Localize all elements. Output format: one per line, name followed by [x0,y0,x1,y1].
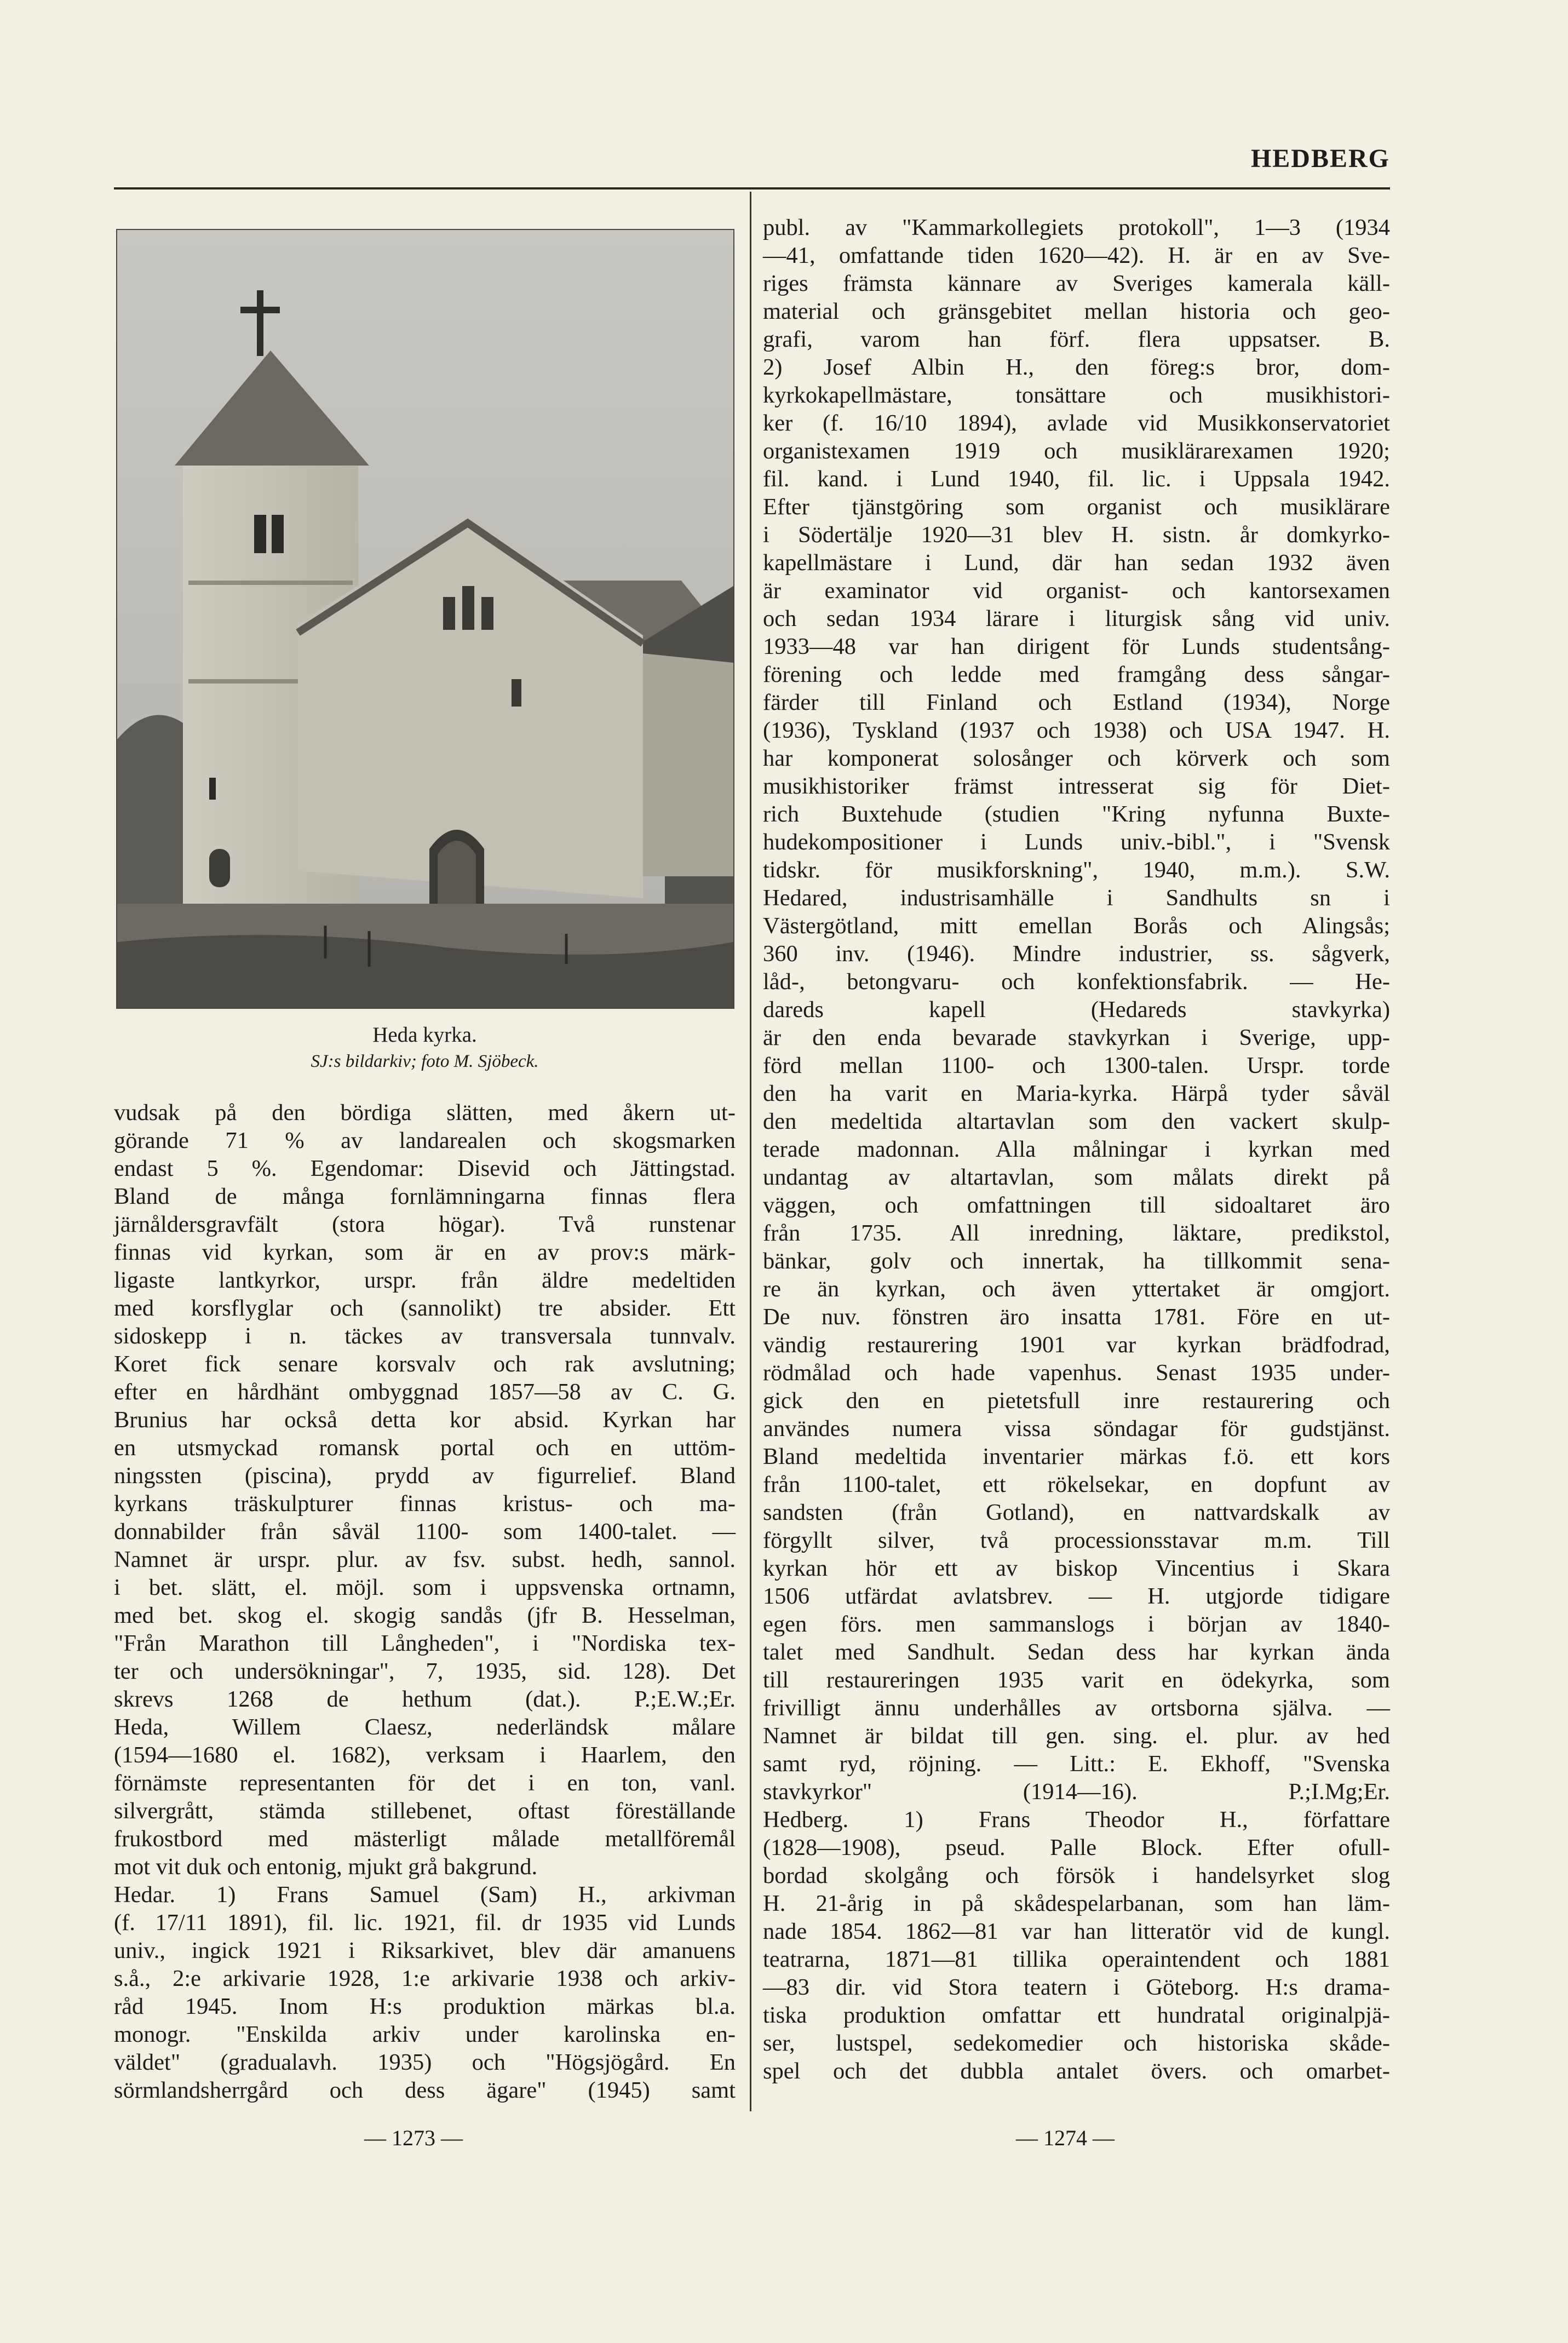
text-line: gick den en pietetsfull inre restaurering och [763,1388,1390,1414]
header-rule [114,187,1390,189]
text-line: (f. 17/11 1891), fil. lic. 1921, fil. dr 1935 vid Lunds [114,1910,736,1936]
text-line: terade madonnan. Alla målningar i kyrkan med [763,1136,1390,1162]
text-line: —83 dir. vid Stora teatern i Göteborg. H:s drama- [763,1974,1390,2000]
text-line: re än kyrkan, och även yttertaket är omgjort. [763,1276,1390,1302]
text-line: vudsak på den bördiga slätten, med åkern ut- [114,1100,736,1125]
text-line: i bet. slätt, el. möjl. som i uppsvenska ortnamn, [114,1575,736,1600]
text-line: är examinator vid organist- och kantorsexamen [763,578,1390,604]
text-line: hudekompositioner i Lunds univ.-bibl.", i "Svensk [763,829,1390,855]
text-line: egen förs. men sammanslogs i början av 1840- [763,1611,1390,1637]
text-line: rich Buxtehude (studien "Kring nyfunna Buxte- [763,801,1390,827]
text-line: sandsten (från Gotland), en nattvardskalk av [763,1500,1390,1525]
text-line: väggen, och omfattningen till sidoaltaret äro [763,1192,1390,1218]
text-line: den ha varit en Maria-kyrka. Härpå tyder såväl [763,1081,1390,1106]
column-rule [750,192,751,2111]
text-line: sidoskepp i n. täckes av transversala tunnvalv. [114,1323,736,1349]
text-line: förnämste representanten för det i en ton, vanl. [114,1770,736,1796]
text-line: De nuv. fönstren äro insatta 1781. Före en ut- [763,1304,1390,1330]
text-line: med bet. skog el. skogig sandås (jfr B. Hesselman, [114,1603,736,1628]
text-line: finnas vid kyrkan, som är en av prov:s märk- [114,1239,736,1265]
text-line: med korsflyglar och (sannolikt) tre absider. Ett [114,1295,736,1321]
folio-right: — 1274 — [1016,2126,1115,2150]
text-line: undantag av altartavlan, som målats direkt på [763,1164,1390,1190]
text-line: Bland medeltida inventarier märkas f.ö. ett kors [763,1444,1390,1469]
text-line: från 1100-talet, ett rökelsekar, en dopfunt av [763,1472,1390,1497]
text-line: förd mellan 1100- och 1300-talen. Urspr. torde [763,1053,1390,1078]
text-line: förening och ledde med framgång dess sångar- [763,662,1390,687]
text-line: 2) Josef Albin H., den föreg:s bror, dom- [763,354,1390,380]
text-line: 1933—48 var han dirigent för Lunds studentsång- [763,634,1390,659]
text-line: Hedar. 1) Frans Samuel (Sam) H., arkivman [114,1882,736,1908]
text-line: färder till Finland och Estland (1934), Norge [763,690,1390,715]
text-line: frivilligt ännu underhålles av ortsborna själva. — [763,1695,1390,1721]
text-line: samt ryd, röjning. — Litt.: E. Ekhoff, "Svenska [763,1751,1390,1777]
text-line: teatrarna, 1871—81 tillika operaintendent och 1881 [763,1946,1390,1972]
text-line: dareds kapell (Hedareds stavkyrka) [763,997,1390,1023]
text-line: ker (f. 16/10 1894), avlade vid Musikkonservatoriet [763,410,1390,436]
text-line: skrevs 1268 de hethum (dat.). P.;E.W.;Er. [114,1686,736,1712]
text-line: från 1735. All inredning, läktare, predikstol, [763,1220,1390,1246]
text-line: vändig restaurering 1901 var kyrkan brädfodrad, [763,1332,1390,1358]
text-line: monogr. "Enskilda arkiv under karolinska en- [114,2022,736,2047]
text-line: publ. av "Kammarkollegiets protokoll", 1—3 (1934 [763,215,1390,240]
text-line: silvergrått, stämda stillebenet, oftast föreställande [114,1798,736,1824]
text-line: Heda, Willem Claesz, nederländsk målare [114,1714,736,1740]
text-line: användes numera vissa söndagar för gudstjänst. [763,1416,1390,1442]
text-line: —41, omfattande tiden 1620—42). H. är en av Sve- [763,243,1390,268]
folio-left: — 1273 — [364,2126,463,2150]
church-photo [116,229,734,1009]
text-line: organistexamen 1919 och musiklärarexamen 1920; [763,438,1390,464]
figure-caption-title: Heda kyrka. [372,1023,477,1047]
text-line: förgyllt silver, två processionsstavar m.m. Till [763,1527,1390,1553]
text-line: material och gränsgebitet mellan historia och geo- [763,298,1390,324]
left-column-text [114,1099,736,2104]
figure-caption-credit: SJ:s bildarkiv; foto M. Sjöbeck. [311,1052,539,1071]
text-line: Efter tjänstgöring som organist och musiklärare [763,494,1390,520]
right-column-text [763,214,1390,2085]
text-line: Bland de många fornlämningarna finnas flera [114,1184,736,1209]
text-line: riges främsta kännare av Sveriges kamerala käll- [763,271,1390,296]
text-line: väldet" (gradualavh. 1935) och "Högsjögård. En [114,2049,736,2075]
text-line: 1506 utfärdat avlatsbrev. — H. utgjorde tidigare [763,1583,1390,1609]
text-line: kyrkokapellmästare, tonsättare och musikhistori- [763,382,1390,408]
text-line: stavkyrkor" (1914—16). P.;I.Mg;Er. [763,1779,1390,1805]
text-line: har komponerat solosånger och körverk och som [763,745,1390,771]
text-line: i Södertälje 1920—31 blev H. sistn. år domkyrko- [763,522,1390,548]
text-line: talet med Sandhult. Sedan dess har kyrkan ända [763,1639,1390,1665]
text-line: endast 5 %. Egendomar: Disevid och Jättingstad. [114,1156,736,1181]
text-line: frukostbord med mästerligt målade metallföremål [114,1826,736,1852]
text-line: Västergötland, mitt emellan Borås och Alingsås; [763,913,1390,939]
text-line: grafi, varom han förf. flera uppsatser. B. [763,326,1390,352]
text-line: rödmålad och hade vapenhus. Senast 1935 under- [763,1360,1390,1386]
text-line: och sedan 1934 lärare i liturgisk sång vid univ. [763,606,1390,631]
text-line: (1936), Tyskland (1937 och 1938) och USA 1947. H. [763,717,1390,743]
text-line: 360 inv. (1946). Mindre industrier, ss. sågverk, [763,941,1390,967]
text-line: ningssten (piscina), prydd av figurrelief. Bland [114,1463,736,1489]
text-line: donnabilder från såväl 1100- som 1400-talet. — [114,1519,736,1544]
text-line: tidskr. för musikforskning", 1940, m.m.). S.W. [763,857,1390,883]
text-line: ter och undersökningar", 7, 1935, sid. 128). Det [114,1658,736,1684]
text-line: järnåldersgravfält (stora högar). Två runstenar [114,1211,736,1237]
text-line: bänkar, golv och innertak, ha tillkommit sena- [763,1248,1390,1274]
text-line: en utsmyckad romansk portal och en uttöm- [114,1435,736,1461]
text-line: fil. kand. i Lund 1940, fil. lic. i Uppsala 1942. [763,466,1390,492]
text-line: ligaste lantkyrkor, urspr. från äldre medeltiden [114,1267,736,1293]
text-line: spel och det dubbla antalet övers. och omarbet- [763,2058,1390,2084]
text-line: Namnet är urspr. plur. av fsv. subst. hedh, sannol. [114,1547,736,1572]
text-line: bordad skolgång och försök i handelsyrket slog [763,1863,1390,1888]
text-line: råd 1945. Inom H:s produktion märkas bl.a. [114,1994,736,2019]
text-line: Koret fick senare korsvalv och rak avslutning; [114,1351,736,1377]
text-line: ser, lustspel, sedekomedier och historiska skåde- [763,2030,1390,2056]
church-photo-illustration [117,230,733,1008]
text-line: univ., ingick 1921 i Riksarkivet, blev där amanuens [114,1938,736,1963]
text-line: sörmlandsherrgård och dess ägare" (1945) samt [114,2077,736,2103]
text-line: till restaureringen 1935 varit en ödekyrka, som [763,1667,1390,1693]
text-line: "Från Marathon till Långheden", i "Nordiska tex- [114,1630,736,1656]
text-line: görande 71 % av landarealen och skogsmarken [114,1128,736,1153]
text-line: s.å., 2:e arkivarie 1928, 1:e arkivarie 1938 och arkiv- [114,1966,736,1991]
text-line: (1828—1908), pseud. Palle Block. Efter ofull- [763,1835,1390,1860]
text-line: tiska produktion omfattar ett hundratal originalpjä- [763,2002,1390,2028]
text-line: låd-, betongvaru- och konfektionsfabrik. — He- [763,969,1390,995]
text-line: kapellmästare i Lund, där han sedan 1932 även [763,550,1390,576]
text-line: kyrkans träskulpturer finnas kristus- och ma- [114,1491,736,1517]
text-line: musikhistoriker främst intresserat sig för Diet- [763,773,1390,799]
text-line: den medeltida altartavlan som den vackert skulp- [763,1109,1390,1134]
text-line: Hedberg. 1) Frans Theodor H., författare [763,1807,1390,1833]
text-line: är den enda bevarade stavkyrkan i Sverige, upp- [763,1025,1390,1050]
text-line: efter en hårdhänt ombyggnad 1857—58 av C. G. [114,1379,736,1405]
text-line: mot vit duk och entonig, mjukt grå bakgrund. [114,1854,538,1880]
running-head: HEDBERG [1250,144,1390,173]
text-line: Brunius har också detta kor absid. Kyrkan har [114,1407,736,1433]
text-line: Hedared, industrisamhälle i Sandhults sn i [763,885,1390,911]
text-line: H. 21-årig in på skådespelarbanan, som han läm- [763,1891,1390,1916]
text-line: kyrkan hör ett av biskop Vincentius i Skara [763,1555,1390,1581]
text-line: Namnet är bildat till gen. sing. el. plur. av hed [763,1723,1390,1749]
text-line: nade 1854. 1862—81 var han litteratör vid de kungl. [763,1919,1390,1944]
text-line: (1594—1680 el. 1682), verksam i Haarlem, den [114,1742,736,1768]
